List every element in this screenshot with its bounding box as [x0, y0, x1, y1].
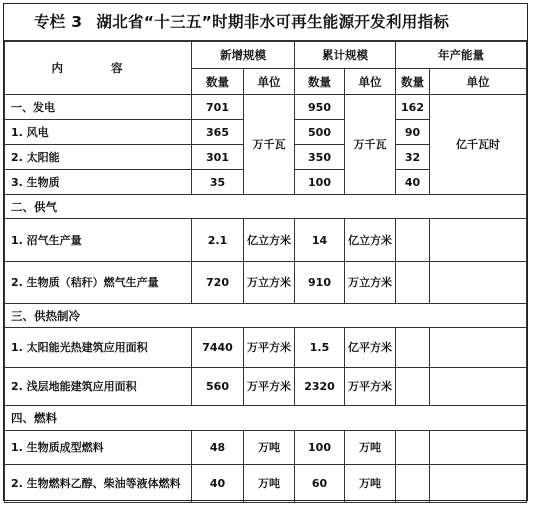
header-quantity: 数量 — [396, 69, 430, 95]
new-unit: 万吨 — [244, 431, 295, 465]
header-unit: 单位 — [430, 69, 527, 95]
cumulative-quantity: 100 — [295, 431, 345, 465]
cumulative-unit: 亿平方米 — [345, 328, 396, 368]
annual-quantity — [396, 262, 430, 304]
cumulative-unit: 亿立方米 — [345, 219, 396, 262]
cumulative-quantity: 910 — [295, 262, 345, 304]
header-quantity: 数量 — [295, 69, 345, 95]
row-item: 2. 浅层地能建筑应用面积 — [5, 368, 192, 406]
annual-unit — [430, 219, 527, 262]
new-unit: 万平方米 — [244, 368, 295, 406]
annual-quantity: 162 — [396, 95, 430, 120]
annual-unit — [430, 328, 527, 368]
new-quantity: 40 — [192, 465, 244, 503]
row-item: 3. 生物质 — [5, 170, 192, 195]
table-title — [4, 4, 527, 41]
cumulative-quantity: 2320 — [295, 368, 345, 406]
annual-quantity — [396, 219, 430, 262]
cumulative-unit: 万立方米 — [345, 262, 396, 304]
new-quantity: 7440 — [192, 328, 244, 368]
new-quantity: 2.1 — [192, 219, 244, 262]
new-quantity: 301 — [192, 145, 244, 170]
table-row — [5, 465, 527, 503]
new-unit: 万平方米 — [244, 328, 295, 368]
annual-unit — [430, 368, 527, 406]
cumulative-unit: 万吨 — [345, 465, 396, 503]
cumulative-unit: 万平方米 — [345, 368, 396, 406]
section-heading: 四、燃料 — [5, 406, 527, 431]
row-item: 1. 沼气生产量 — [5, 219, 192, 262]
header-row-1 — [5, 42, 527, 69]
header-new-scale: 新增规模 — [192, 42, 295, 69]
new-quantity: 35 — [192, 170, 244, 195]
indicator-table — [4, 41, 527, 503]
annual-quantity: 90 — [396, 120, 430, 145]
section-heading: 一、发电 — [5, 95, 192, 120]
row-item: 2. 太阳能 — [5, 145, 192, 170]
header-unit: 单位 — [345, 69, 396, 95]
table-row — [5, 262, 527, 304]
new-unit: 万千瓦 — [244, 95, 295, 195]
annual-quantity: 32 — [396, 145, 430, 170]
row-item: 1. 生物质成型燃料 — [5, 431, 192, 465]
cumulative-unit: 万千瓦 — [345, 95, 396, 195]
row-item: 2. 生物燃料乙醇、柴油等液体燃料 — [5, 465, 192, 503]
new-unit: 万立方米 — [244, 262, 295, 304]
cumulative-quantity: 350 — [295, 145, 345, 170]
section-row — [5, 406, 527, 431]
title-text: 湖北省“十三五”时期非水可再生能源开发利用指标 — [96, 13, 450, 31]
annual-quantity: 40 — [396, 170, 430, 195]
table-row — [5, 328, 527, 368]
section-row — [5, 304, 527, 328]
cumulative-unit: 万吨 — [345, 431, 396, 465]
header-unit: 单位 — [244, 69, 295, 95]
new-quantity: 720 — [192, 262, 244, 304]
cumulative-quantity: 100 — [295, 170, 345, 195]
column-tag: 专栏 3 — [34, 13, 83, 31]
new-quantity: 365 — [192, 120, 244, 145]
annual-quantity — [396, 368, 430, 406]
section-heading: 二、供气 — [5, 195, 527, 219]
annual-quantity — [396, 465, 430, 503]
cumulative-quantity: 60 — [295, 465, 345, 503]
section-row — [5, 195, 527, 219]
new-quantity: 701 — [192, 95, 244, 120]
header-quantity: 数量 — [192, 69, 244, 95]
table-frame — [3, 3, 528, 501]
new-unit: 亿立方米 — [244, 219, 295, 262]
cumulative-quantity: 500 — [295, 120, 345, 145]
row-item: 2. 生物质（秸秆）燃气生产量 — [5, 262, 192, 304]
header-content: 内 容 — [5, 42, 192, 95]
cumulative-quantity: 950 — [295, 95, 345, 120]
table-row — [5, 431, 527, 465]
table-row — [5, 219, 527, 262]
new-unit: 万吨 — [244, 465, 295, 503]
annual-unit: 亿千瓦时 — [430, 95, 527, 195]
section-heading: 三、供热制冷 — [5, 304, 527, 328]
cumulative-quantity: 1.5 — [295, 328, 345, 368]
row-item: 1. 太阳能光热建筑应用面积 — [5, 328, 192, 368]
annual-unit — [430, 465, 527, 503]
table-row — [5, 368, 527, 406]
annual-unit — [430, 262, 527, 304]
header-cumulative-scale: 累计规模 — [295, 42, 396, 69]
table-row — [5, 95, 527, 120]
new-quantity: 560 — [192, 368, 244, 406]
row-item: 1. 风电 — [5, 120, 192, 145]
new-quantity: 48 — [192, 431, 244, 465]
annual-unit — [430, 431, 527, 465]
cumulative-quantity: 14 — [295, 219, 345, 262]
annual-quantity — [396, 328, 430, 368]
annual-quantity — [396, 431, 430, 465]
header-annual-output: 年产能量 — [396, 42, 527, 69]
